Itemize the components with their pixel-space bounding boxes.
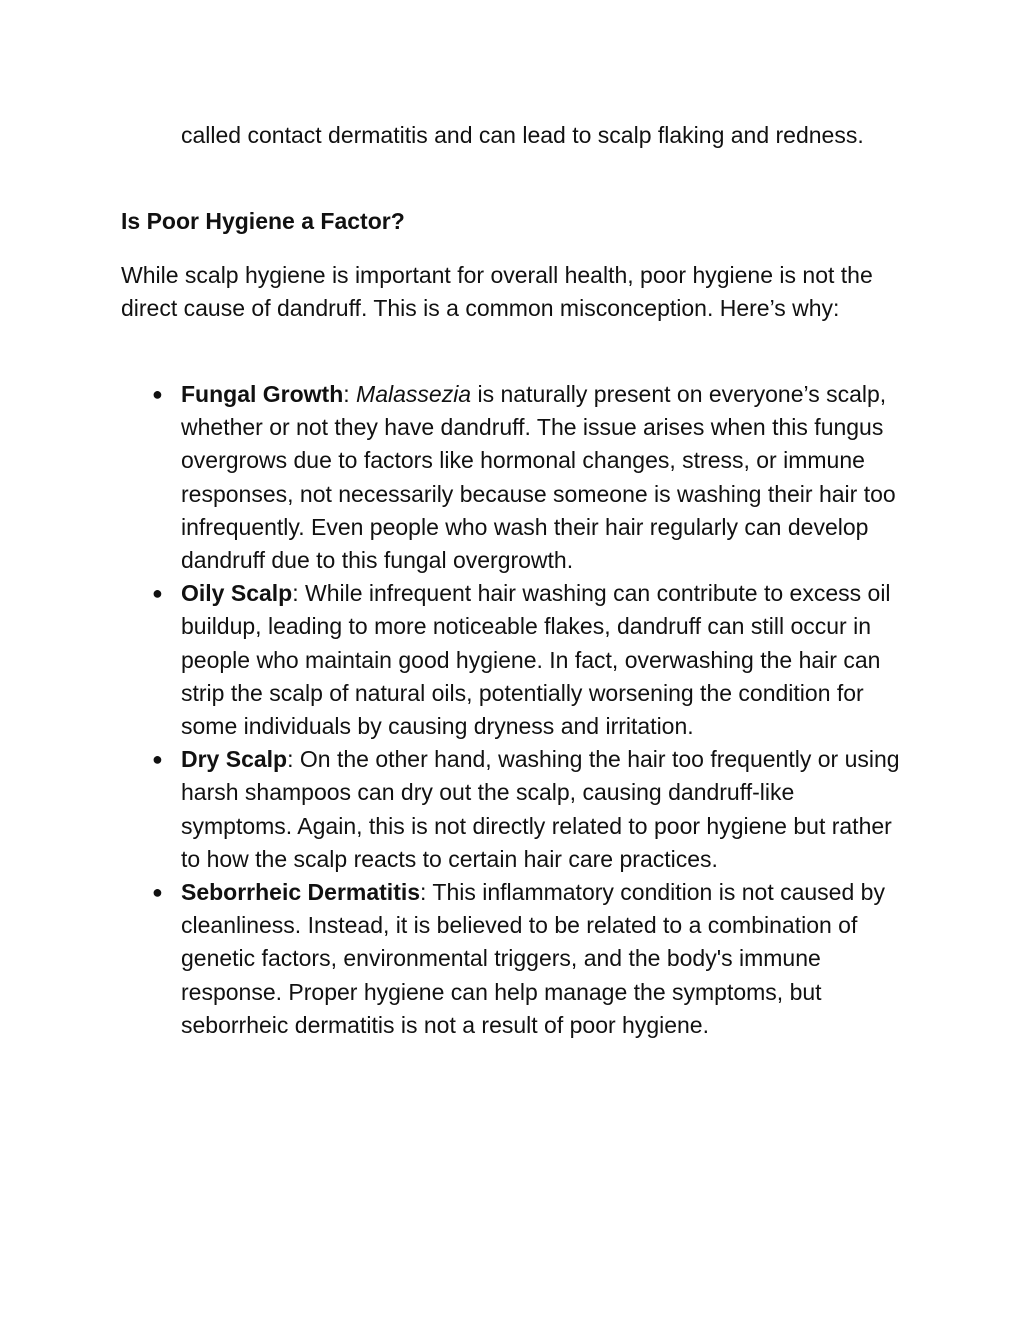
bullet-text: While infrequent hair washing can contribute to excess oil buildup, leading to more noticeable flakes, dandruff can still occur in people who maintain good hygiene. In fact, overwashing the hair can strip the scalp of natural oils, potentially worsening the condition for some individuals by causing dryness and irritation. xyxy=(181,580,891,740)
bullet-icon: ● xyxy=(152,882,163,903)
continuation-paragraph: called contact dermatitis and can lead to scalp flaking and redness. xyxy=(181,122,864,148)
bullet-italic-term: Malassezia xyxy=(356,381,472,407)
bullet-term: Oily Scalp xyxy=(181,580,293,607)
bullet-icon: ● xyxy=(152,749,163,770)
section-heading: Is Poor Hygiene a Factor? xyxy=(121,208,405,234)
bullet-term: Seborrheic Dermatitis xyxy=(181,879,421,906)
bullet-term: Fungal Growth xyxy=(181,381,344,407)
bullet-text: This inflammatory condition is not caused by cleanliness. Instead, it is believed to be related to a combination of genetic factors, environmental triggers, and the body's immune response. Proper hygiene can help manage the symptoms, but seborrheic dermatitis is not a result of poor hygiene. xyxy=(181,879,885,1038)
bullet-list xyxy=(0,378,1024,1042)
bullet-term: Dry Scalp xyxy=(181,746,288,773)
bullet-item-fungal-growth: ● Fungal Growth: Malassezia is naturally present on everyone’s scalp, whether or not they have dandruff. The issue arises when this fungus overgrows due to factors like hormonal changes, stress, or immune responses, not necessarily because someone is washing their hair too infrequently. Even people who wash their hair regularly can develop dandruff due to this fungal overgrowth. xyxy=(0,378,901,577)
bullet-item-dry-scalp: ● Dry Scalp: On the other hand, washing the hair too frequently or using harsh shampoos can dry out the scalp, causing dandruff-like symptoms. Again, this is not directly related to poor hygiene but rather to how the scalp reacts to certain hair care practices. xyxy=(0,743,901,876)
bullet-icon: ● xyxy=(152,384,163,404)
bullet-item-seborrheic-dermatitis: ● Seborrheic Dermatitis: This inflammatory condition is not caused by cleanliness. Instead, it is believed to be related to a combination of genetic factors, environmental triggers, and the body's immune response. Proper hygiene can help manage the symptoms, but seborrheic dermatitis is not a result of poor hygiene. xyxy=(0,876,901,1042)
bullet-item-oily-scalp: ● Oily Scalp: While infrequent hair washing can contribute to excess oil buildup, leading to more noticeable flakes, dandruff can still occur in people who maintain good hygiene. In fact, overwashing the hair can strip the scalp of natural oils, potentially worsening the condition for some individuals by causing dryness and irritation. xyxy=(0,577,901,743)
bullet-text: is naturally present on everyone’s scalp, whether or not they have dandruff. The issue arises when this fungus overgrows due to factors like hormonal changes, stress, or immune responses, not necessarily because someone is washing their hair too infrequently. Even people who wash their hair regularly can develop dandruff due to this fungal overgrowth. xyxy=(181,381,896,574)
bullet-text: On the other hand, washing the hair too frequently or using harsh shampoos can dry out the scalp, causing dandruff-like symptoms. Again, this is not directly related to poor hygiene but rather to how the scalp reacts to certain hair care practices. xyxy=(181,746,900,872)
intro-paragraph: While scalp hygiene is important for overall health, poor hygiene is not the direct cause of dandruff. This is a common misconception. Here’s why: xyxy=(121,262,873,322)
bullet-icon: ● xyxy=(152,583,163,604)
